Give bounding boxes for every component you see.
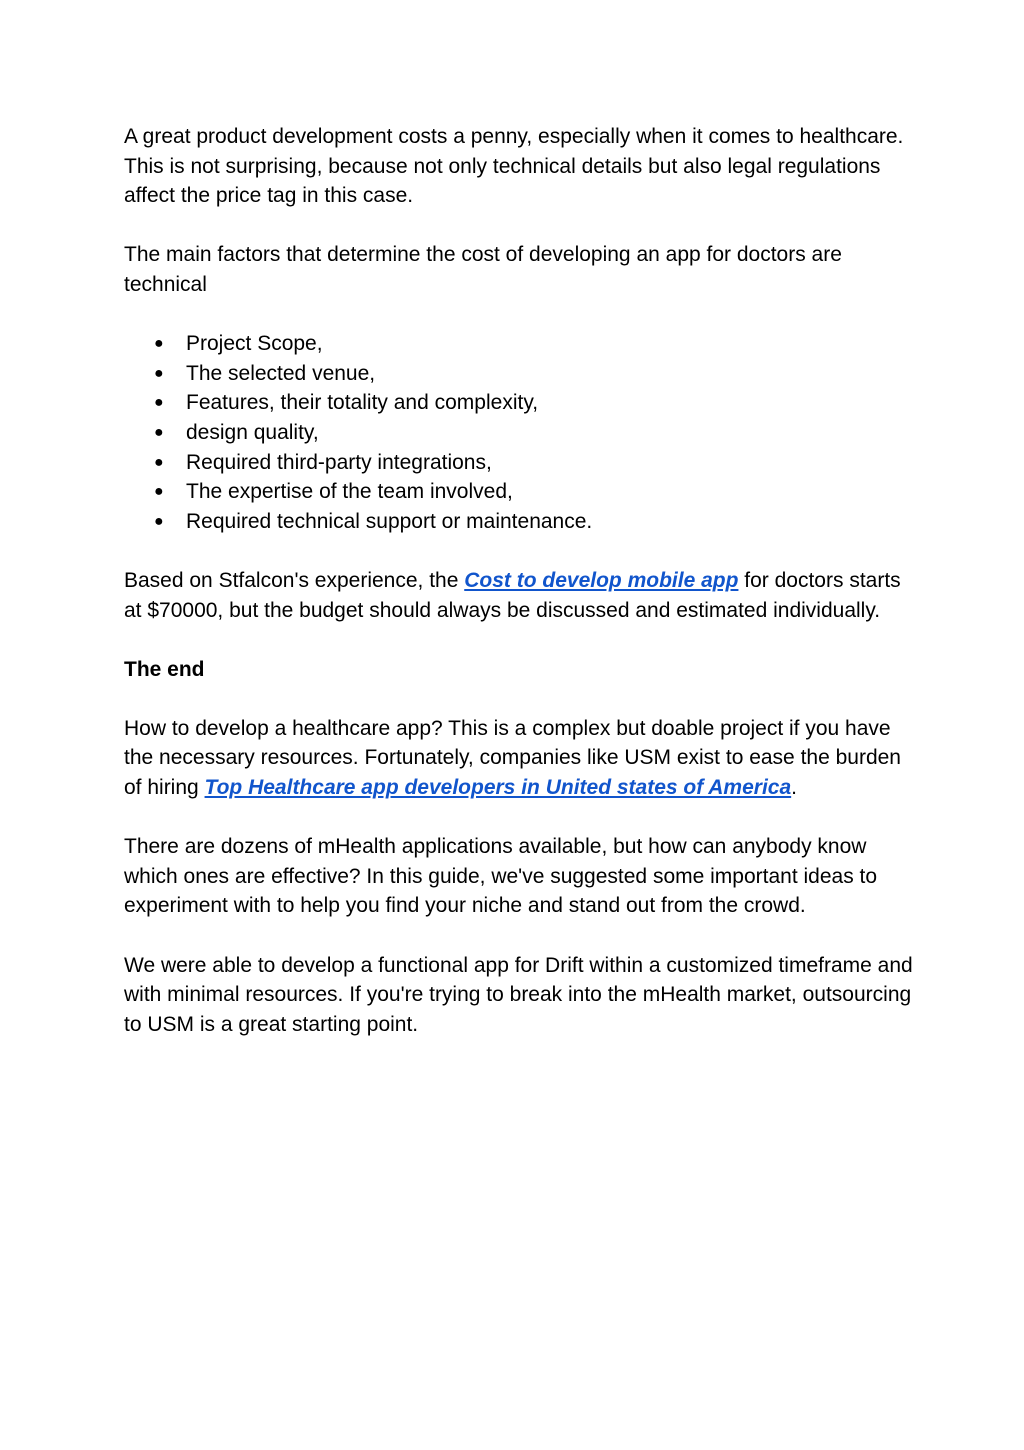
bullet-icon: ● (154, 364, 164, 382)
section-heading: The end (124, 657, 205, 681)
list-item-text: The selected venue, (186, 361, 376, 385)
list-item-text: Features, their totality and complexity, (186, 391, 539, 415)
conclusion-text-before: How to develop a healthcare app? This is a complex but doable project if you have the necessary resources. Fortunately, companies like USM exist to ease the burden of hiring (124, 716, 901, 800)
list-item (124, 329, 914, 359)
list-item (124, 477, 914, 507)
list-item (124, 448, 914, 478)
list-item-text: Required technical support or maintenance. (186, 509, 593, 533)
list-item-text: The expertise of the team involved, (186, 480, 513, 504)
bullet-icon: ● (154, 335, 164, 353)
list-item-text: design quality, (186, 420, 319, 444)
bullet-icon: ● (154, 512, 164, 530)
bullet-icon: ● (154, 453, 164, 471)
list-item (124, 359, 914, 389)
dozens-paragraph: There are dozens of mHealth applications available, but how can anybody know which ones are effective? In this guide, we've suggested some important ideas to experiment with to help you find your niche and stand out from the crowd. (124, 835, 878, 918)
drift-paragraph: We were able to develop a functional app for Drift within a customized timeframe and with minimal resources. If you're trying to break into the mHealth market, outsourcing to USM is a great starting point. (124, 953, 913, 1036)
conclusion-paragraph (124, 714, 914, 803)
bullet-icon: ● (154, 483, 164, 501)
cost-to-develop-link[interactable]: Cost to develop mobile app (464, 568, 739, 592)
list-item (124, 418, 914, 448)
list-item-text: Project Scope, (186, 332, 323, 356)
bullet-icon: ● (154, 394, 164, 412)
factors-list (124, 329, 914, 536)
list-item-text: Required third-party integrations, (186, 450, 492, 474)
cost-paragraph (124, 566, 914, 625)
bullet-icon: ● (154, 423, 164, 441)
factors-intro-paragraph: The main factors that determine the cost of developing an app for doctors are technical (124, 243, 842, 296)
top-healthcare-developers-link[interactable]: Top Healthcare app developers in United states of America (204, 776, 792, 800)
document-page (124, 122, 914, 1069)
list-item (124, 388, 914, 418)
conclusion-text-after: . (791, 776, 797, 800)
cost-text-before: Based on Stfalcon's experience, the (124, 568, 465, 592)
list-item (124, 507, 914, 537)
intro-paragraph: A great product development costs a penny, especially when it comes to healthcare. This is not surprising, because not only technical details but also legal regulations affect the price tag in this case. (124, 125, 904, 208)
cost-text-after: for doctors starts at $70000, but the budget should always be discussed and estimated individually. (124, 568, 901, 622)
